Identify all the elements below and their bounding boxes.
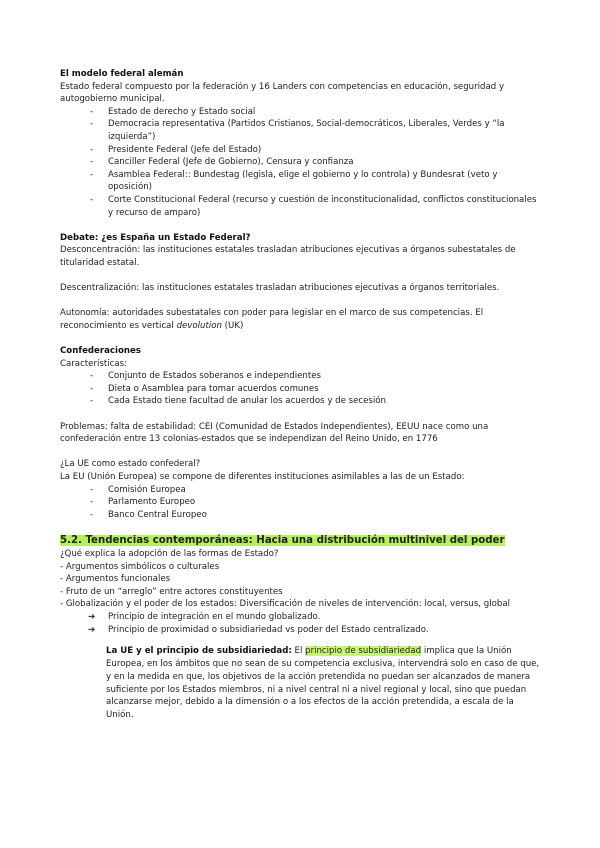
debate-heading: Debate: ¿es España un Estado Federal? xyxy=(60,232,251,243)
list-item: - Democracia representativa (Partidos Cristianos, Social-democráticos, Liberales, Verdes y “la izquierda”) xyxy=(60,118,540,143)
list-item: - Asamblea Federal:: Bundestag (legisla, elige el gobierno y lo controla) y Bundesrat (veto y oposición) xyxy=(60,169,540,194)
list-item: - Canciller Federal (Jefe de Gobierno), Censura y confianza xyxy=(60,156,540,169)
arrow-item-text: Principio de proximidad o subsidiariedad vs poder del Estado centralizado. xyxy=(108,624,429,635)
tendencias-line: - Argumentos simbólicos o culturales xyxy=(60,561,220,572)
confederaciones-heading: Confederaciones xyxy=(60,346,141,357)
list-item: - Banco Central Europeo xyxy=(60,509,540,522)
list-item xyxy=(60,624,540,637)
list-item: - Cada Estado tiene facultad de anular los acuerdos y de secesión xyxy=(60,395,540,408)
subsidiariedad-heading: La UE y el principio de subsidiariedad: xyxy=(106,646,292,657)
ue-list xyxy=(60,484,540,522)
list-item: - Estado de derecho y Estado social xyxy=(60,106,540,119)
descentralizacion-text: Descentralización: las instituciones estatales trasladan atribuciones ejecutivas a órganos territoriales. xyxy=(60,283,500,294)
arrow-icon: ➔ xyxy=(88,611,96,622)
list-item: - Conjunto de Estados soberanos e independientes xyxy=(60,370,540,383)
tendencias-line: - Globalización y el poder de los estados: Diversificación de niveles de intervención: local, versus, global xyxy=(60,599,510,610)
confederaciones-list xyxy=(60,370,540,408)
federal-list xyxy=(60,106,540,219)
federal-heading: El modelo federal alemán xyxy=(60,69,184,79)
section-title-highlight: 5.2. Tendencias contemporáneas: Hacia una distribución multinivel del poder xyxy=(60,534,505,546)
tendencias-line: - Argumentos funcionales xyxy=(60,574,171,585)
arrow-list xyxy=(60,611,540,636)
autonomia-em: devolution xyxy=(176,320,222,331)
federal-intro: Estado federal compuesto por la federación y 16 Landers con competencias en educación, seguridad y autogobierno municipal. xyxy=(60,81,505,105)
subsidiariedad-highlight: principio de subsidiariedad xyxy=(305,646,422,657)
autonomia-pre: Autonomía: autoridades subestatales con poder para legislar en el marco de sus competencias. El reconocimiento es vertical xyxy=(60,308,484,331)
ue-text: La EU (Unión Europea) se compone de diferentes instituciones asimilables a las de un Estado: xyxy=(60,472,465,482)
list-item: - Dieta o Asamblea para tomar acuerdos comunes xyxy=(60,383,540,396)
tendencias-question: ¿Qué explica la adopción de las formas de Estado? xyxy=(60,548,279,559)
document-page xyxy=(60,68,540,722)
list-item: - Parlamento Europeo xyxy=(60,496,540,509)
list-item: - Comisión Europea xyxy=(60,484,540,497)
subsidiariedad-paragraph xyxy=(60,645,540,722)
autonomia-text xyxy=(60,307,540,332)
caracteristicas-label: Características: xyxy=(60,358,127,369)
arrow-icon: ➔ xyxy=(88,624,96,635)
autonomia-post: (UK) xyxy=(221,320,244,331)
ue-question: ¿La UE como estado confederal? xyxy=(60,459,201,470)
list-item: - Corte Constitucional Federal (recurso y cuestión de inconstitucionalidad, conflictos constitucionales y recurso de amparo) xyxy=(60,194,540,219)
list-item xyxy=(60,611,540,624)
subsidiariedad-text: implica que la Unión Europea, en los ámbitos que no sean de su competencia exclusiva, intervendrá solo en caso de que, y en la medida en que, los objetivos de la acción pretendida no puedan ser alcanzados de manera suficiente por los Estados miembros, ni a nivel central ni a nivel regional y local, sino que puedan alcanzarse mejor, debido a la dimensión o a los efectos de la acción pretendida, a escala de la Unión. xyxy=(106,646,540,721)
list-item: - Presidente Federal (Jefe del Estado) xyxy=(60,144,540,157)
section-title xyxy=(60,534,540,548)
tendencias-line: - Fruto de un “arreglo” entre actores constituyentes xyxy=(60,586,283,597)
desconcentracion-text: Desconcentración: las instituciones estatales trasladan atribuciones ejecutivas a órganos subestatales de titularidad estatal. xyxy=(60,245,516,268)
problemas-text: Problemas: falta de estabilidad: CEI (Comunidad de Estados Independientes), EEUU nace como una confederación entre 13 colonias-estados que se independizan del Reino Unido, en 1776 xyxy=(60,421,489,445)
arrow-item-text: Principio de integración en el mundo globalizado. xyxy=(108,611,321,622)
subsidiariedad-pre: El xyxy=(291,646,306,657)
